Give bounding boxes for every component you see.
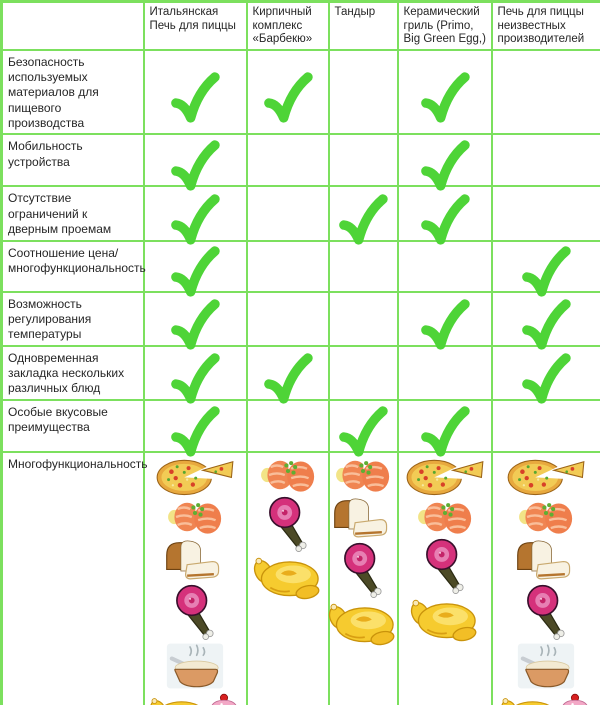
empty-cell xyxy=(492,186,600,240)
checkmark-icon xyxy=(262,70,314,124)
empty-cell xyxy=(492,400,600,452)
grilled-fish-icon xyxy=(163,498,227,536)
checkmark-cell xyxy=(329,400,398,452)
empty-cell xyxy=(329,292,398,346)
roast-chicken-icon xyxy=(149,694,211,705)
checkmark-cell xyxy=(144,241,247,292)
grilled-fish-icon xyxy=(514,498,578,536)
checkmark-icon xyxy=(169,351,221,405)
criteria-row xyxy=(2,186,600,240)
food-list-cell xyxy=(247,452,329,705)
ham-leg-icon xyxy=(265,496,311,552)
food-stack xyxy=(248,455,328,601)
criteria-label: Отсутствие ограничений к дверным проемам xyxy=(2,186,144,240)
header-italian-pizza-oven: Итальянская Печь для пиццы xyxy=(144,2,247,50)
empty-cell xyxy=(492,50,600,135)
checkmark-icon xyxy=(169,138,221,192)
checkmark-icon xyxy=(169,404,221,458)
checkmark-cell xyxy=(247,346,329,400)
checkmark-icon xyxy=(419,138,471,192)
roast-chicken-icon xyxy=(252,554,324,600)
roast-chicken-icon xyxy=(327,600,399,646)
criteria-label: Безопасность используемых материалов для пищевого производства xyxy=(2,50,144,135)
checkmark-cell xyxy=(398,292,492,346)
pizza-icon xyxy=(501,456,591,496)
checkmark-cell xyxy=(144,50,247,135)
food-list-cell xyxy=(492,452,600,705)
criteria-label: Одновременная закладка нескольких различных блюд xyxy=(2,346,144,400)
header-unknown-maker-pizza-oven: Печь для пиццы неизвестных производителей xyxy=(492,2,600,50)
bread-icon xyxy=(511,538,581,582)
criteria-row xyxy=(2,134,600,186)
checkmark-cell xyxy=(492,292,600,346)
empty-cell xyxy=(247,292,329,346)
criteria-row xyxy=(2,292,600,346)
ham-leg-icon xyxy=(172,584,218,640)
ham-leg-icon xyxy=(340,542,386,598)
pizza-icon xyxy=(400,456,490,496)
criteria-row xyxy=(2,400,600,452)
multifunction-row xyxy=(2,452,600,705)
checkmark-cell xyxy=(398,186,492,240)
checkmark-icon xyxy=(169,297,221,351)
criteria-row xyxy=(2,346,600,400)
checkmark-icon xyxy=(419,70,471,124)
checkmark-icon xyxy=(520,244,572,298)
food-stack xyxy=(145,455,246,705)
checkmark-icon xyxy=(419,192,471,246)
porridge-pot-icon xyxy=(162,642,228,690)
ham-leg-icon xyxy=(523,584,569,640)
roast-chicken-icon xyxy=(500,694,562,705)
pizza-icon xyxy=(150,456,240,496)
checkmark-icon xyxy=(520,351,572,405)
checkmark-cell xyxy=(247,50,329,135)
bread-icon xyxy=(160,538,230,582)
grilled-fish-icon xyxy=(413,498,477,536)
criteria-label: Особые вкусовые преимущества xyxy=(2,400,144,452)
header-ceramic-grill: Керамический гриль (Primo, Big Green Egg,) xyxy=(398,2,492,50)
checkmark-cell xyxy=(329,186,398,240)
header-tandyr: Тандыр xyxy=(329,2,398,50)
table-body xyxy=(2,50,600,705)
checkmark-cell xyxy=(144,346,247,400)
checkmark-cell xyxy=(144,400,247,452)
checkmark-icon xyxy=(169,244,221,298)
empty-cell xyxy=(247,241,329,292)
checkmark-cell xyxy=(398,134,492,186)
food-list-cell xyxy=(398,452,492,705)
empty-cell xyxy=(398,241,492,292)
header-empty-cell xyxy=(2,2,144,50)
criteria-row xyxy=(2,50,600,135)
criteria-label: Возможность регулирования температуры xyxy=(2,292,144,346)
food-pair xyxy=(149,691,241,705)
cupcake-icon xyxy=(207,692,241,705)
empty-cell xyxy=(247,186,329,240)
checkmark-icon xyxy=(520,297,572,351)
ham-leg-icon xyxy=(422,538,468,594)
grilled-fish-icon xyxy=(331,456,395,494)
criteria-label: Многофункциональность xyxy=(2,452,144,705)
empty-cell xyxy=(329,346,398,400)
checkmark-cell xyxy=(398,400,492,452)
empty-cell xyxy=(247,400,329,452)
food-list-cell xyxy=(329,452,398,705)
checkmark-cell xyxy=(144,292,247,346)
criteria-label: Соотношение цена/ многофункциональность xyxy=(2,241,144,292)
checkmark-icon xyxy=(419,297,471,351)
food-stack xyxy=(399,455,491,643)
empty-cell xyxy=(329,241,398,292)
checkmark-icon xyxy=(337,192,389,246)
header-row xyxy=(2,2,600,50)
empty-cell xyxy=(329,50,398,135)
empty-cell xyxy=(492,134,600,186)
food-pair xyxy=(500,691,592,705)
checkmark-cell xyxy=(144,134,247,186)
checkmark-cell xyxy=(492,241,600,292)
checkmark-icon xyxy=(262,351,314,405)
empty-cell xyxy=(247,134,329,186)
header-brick-bbq-complex: Кирпичный комплекс «Барбекю» xyxy=(247,2,329,50)
checkmark-icon xyxy=(169,70,221,124)
roast-chicken-icon xyxy=(409,596,481,642)
checkmark-cell xyxy=(398,50,492,135)
empty-cell xyxy=(398,346,492,400)
criteria-row xyxy=(2,241,600,292)
food-stack xyxy=(330,455,397,647)
food-stack xyxy=(493,455,600,705)
criteria-label: Мобильность устройства xyxy=(2,134,144,186)
cupcake-icon xyxy=(558,692,592,705)
empty-cell xyxy=(329,134,398,186)
food-list-cell xyxy=(144,452,247,705)
bread-icon xyxy=(328,496,398,540)
checkmark-cell xyxy=(144,186,247,240)
grilled-fish-icon xyxy=(256,456,320,494)
checkmark-icon xyxy=(169,192,221,246)
checkmark-icon xyxy=(419,404,471,458)
checkmark-icon xyxy=(337,404,389,458)
porridge-pot-icon xyxy=(513,642,579,690)
checkmark-cell xyxy=(492,346,600,400)
